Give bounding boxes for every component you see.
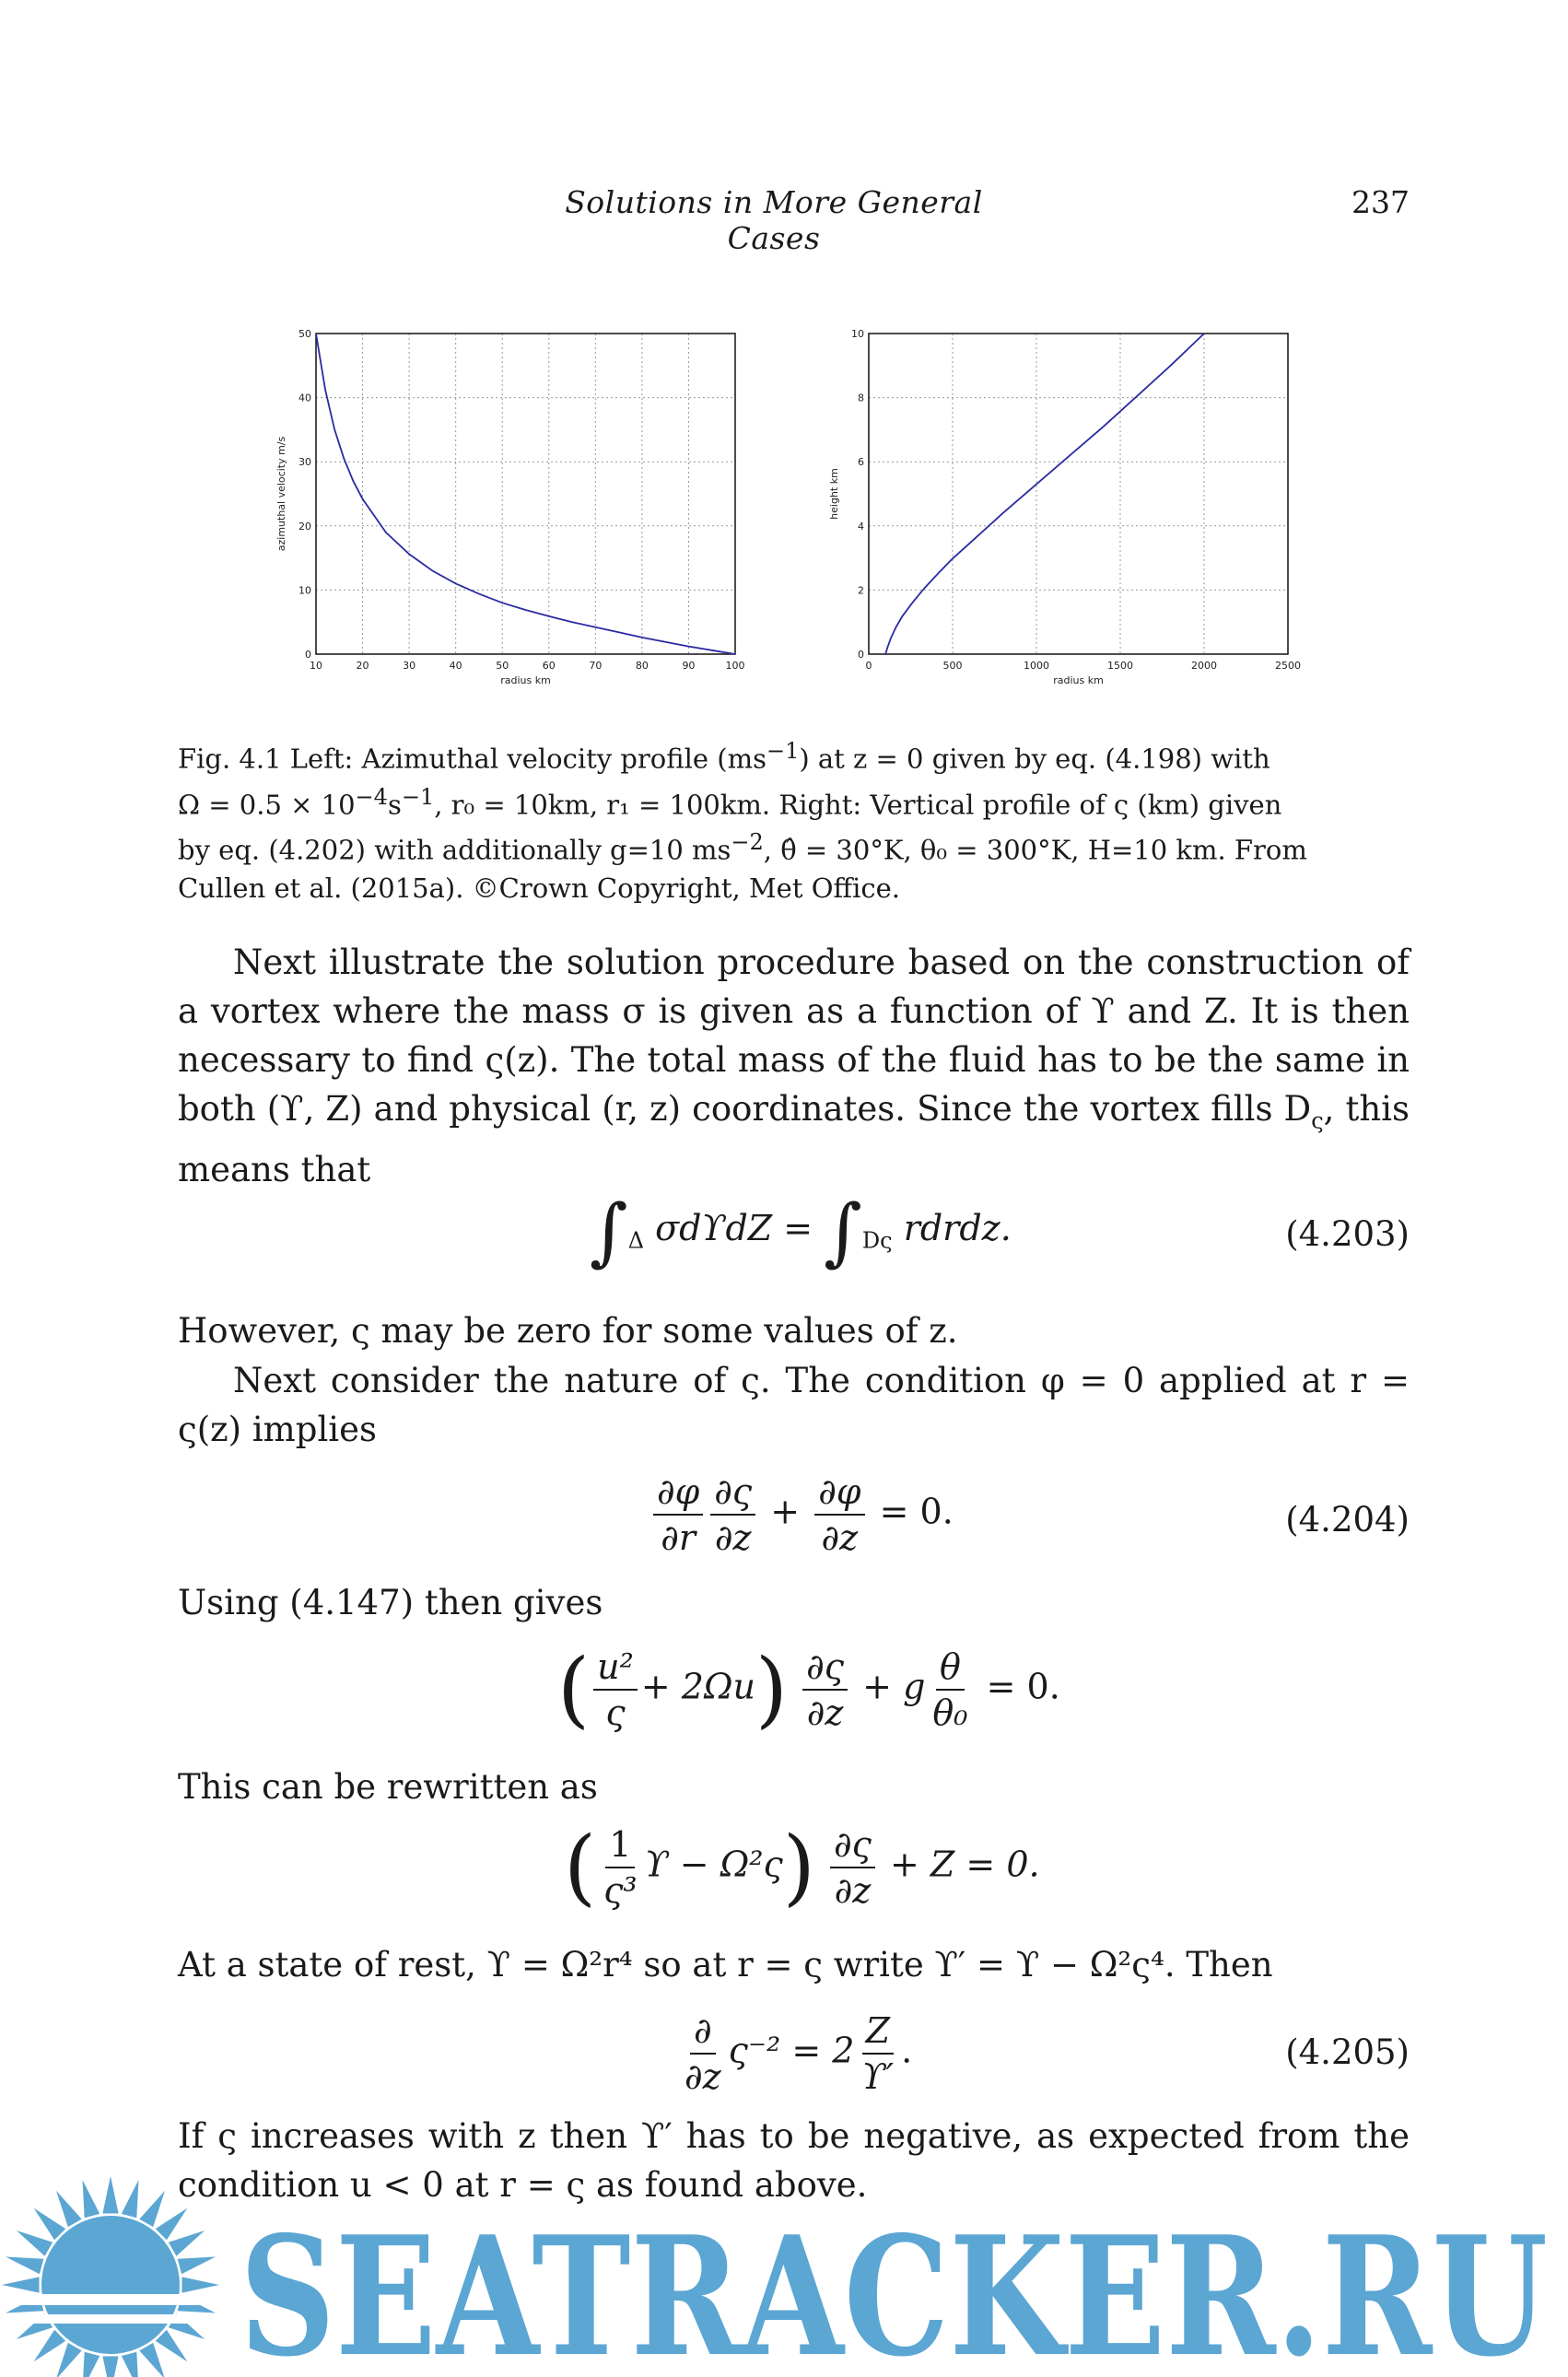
paragraph-3: Next consider the nature of ς. The condition φ = 0 applied at r = ς(z) implies — [178, 1361, 1410, 1449]
paragraph-1: Next illustrate the solution procedure based on the construction of a vortex where the mass σ is given as a function of ϒ and Z. It is then necessary to find ς(z). The total mass of the fluid has to be the same in both (ϒ, Z) and physical (r, z) coordinates. Since the vortex fills $D_\varsigma$, this means that — [178, 943, 1410, 1190]
paragraph-7: If ς increases with z then ϒ′ has to be negative, as expected from the condition u < 0 at r = ς as found above. — [178, 2116, 1410, 2205]
sun-ray — [102, 2357, 118, 2377]
y-axis-label: azimuthal velocity m/s — [275, 436, 287, 552]
x-tick-label: 0 — [865, 660, 872, 672]
sun-ray — [56, 2343, 82, 2377]
plot-frame — [316, 334, 735, 654]
sun-ray — [34, 2330, 66, 2362]
y-tick-label: 2 — [858, 584, 864, 597]
plot-frame — [869, 334, 1288, 654]
x-tick-label: 2500 — [1275, 660, 1301, 672]
series-line — [316, 334, 735, 654]
y-tick-label: 30 — [298, 456, 311, 469]
paragraph-6: At a state of rest, ϒ = Ω²r⁴ so at r = ς write ϒ′ = ϒ − Ω²ς⁴. Then — [178, 1945, 1273, 1985]
x-tick-label: 2000 — [1191, 660, 1217, 672]
sun-ray — [182, 2277, 220, 2292]
sun-ray — [83, 2180, 100, 2218]
x-tick-label: 90 — [682, 660, 696, 672]
x-axis-label: radius km — [1053, 674, 1104, 686]
x-tick-label: 500 — [942, 660, 963, 672]
figure-caption: Fig. 4.1 Left: Azimuthal velocity profile $(ms^{-1})$ at z = 0 given by eq. (4.198) with $\Omega = 0.5 \times 10^{-4}s^{-1}$, r₀ = 10km, r₁ = 100km. Right: Vertical profile of ς (km) given by eq. (4.202) with additionally g=10 $ms^{-2}$, θ̂ = 30°K, θ₀ = 300°K, H=10 km. From Cullen et al. (2015a). ©Crown Copyright, Met Office. — [178, 738, 1307, 904]
x-tick-label: 40 — [449, 660, 462, 672]
sun-ray — [122, 2180, 139, 2218]
chart-right — [825, 322, 1304, 700]
equation-unnumbered-a: ( $\frac{\text{u²}}{\varsigma}$ + 2Ωu) $\frac{\partial\varsigma}{\partial z}$ + g $\frac{\theta}{\text{θ₀}}$ = 0. — [557, 1641, 1060, 1738]
y-tick-label: 20 — [298, 520, 311, 533]
y-tick-label: 10 — [298, 584, 311, 597]
y-tick-label: 40 — [298, 392, 311, 404]
x-axis-label: radius km — [500, 674, 551, 686]
sun-ray — [6, 2257, 43, 2275]
y-axis-label: height km — [828, 468, 840, 520]
y-tick-label: 0 — [305, 649, 311, 661]
x-tick-label: 100 — [725, 660, 745, 672]
paragraph-5: This can be rewritten as — [178, 1767, 598, 1807]
y-tick-label: 10 — [851, 328, 864, 340]
sun-ray — [139, 2343, 165, 2377]
sun-logo-icon — [0, 2176, 240, 2377]
sun-ray — [56, 2191, 82, 2227]
x-tick-label: 60 — [542, 660, 556, 672]
sun-ray — [102, 2176, 118, 2214]
sun-ray — [83, 2352, 100, 2377]
equation-number-4-203: (4.203) — [1285, 1214, 1410, 1254]
x-tick-label: 50 — [496, 660, 509, 672]
x-tick-label: 20 — [356, 660, 369, 672]
sun-ray — [17, 2231, 53, 2256]
figure-right-height — [825, 322, 1304, 704]
equation-4-205: $\frac{\partial}{\partial z}$ ς⁻² = 2 $\frac{Z}{ϒ'}$ . — [685, 2010, 913, 2097]
figure-left-velocity — [272, 322, 751, 704]
y-tick-label: 8 — [858, 392, 864, 404]
y-tick-label: 0 — [858, 649, 864, 661]
x-tick-label: 80 — [635, 660, 649, 672]
watermark — [0, 2147, 1568, 2377]
sun-ray — [2, 2277, 40, 2292]
y-tick-label: 4 — [858, 520, 864, 533]
paragraph-4: Using (4.147) then gives — [178, 1583, 603, 1622]
y-tick-label: 6 — [858, 456, 864, 469]
y-tick-label: 50 — [298, 328, 311, 340]
sun-ray — [156, 2208, 188, 2241]
sun-ray — [169, 2231, 205, 2256]
paragraph-2: However, ς may be zero for some values of z. — [178, 1311, 958, 1351]
series-line — [885, 334, 1204, 654]
x-tick-label: 1000 — [1024, 660, 1049, 672]
watermark-text: SEATRACKER.RU — [240, 2200, 1548, 2377]
x-tick-label: 70 — [589, 660, 603, 672]
x-tick-label: 30 — [403, 660, 416, 672]
sun-ray — [122, 2352, 139, 2377]
equation-number-4-205: (4.205) — [1285, 2032, 1410, 2072]
x-tick-label: 1500 — [1107, 660, 1133, 672]
sun-ray — [34, 2208, 66, 2241]
page-number: 237 — [1352, 184, 1410, 220]
sun-ray — [156, 2330, 188, 2362]
x-tick-label: 10 — [310, 660, 322, 672]
sun-ray — [178, 2257, 216, 2275]
chart-left — [272, 322, 751, 700]
equation-number-4-204: (4.204) — [1285, 1500, 1410, 1540]
equation-4-203: $\int_\Delta$ $\sigma dϒdZ = \int_{D\varsigma}$ rdrdz. — [590, 1188, 1012, 1274]
sun-ray — [139, 2191, 165, 2227]
running-header: Solutions in More General Cases — [565, 184, 983, 256]
equation-4-204: $\frac{\partial\varphi}{\partial r}$ $\frac{\partial\varsigma}{\partial z}$ + $\frac{\partial\varphi}{\partial z}$ = 0. — [649, 1470, 954, 1560]
equation-unnumbered-b: ( $\frac{1}{\text{ς³}}$ ϒ − Ω²ς) $\frac{\partial\varsigma}{\partial z}$ + Z = 0. — [564, 1819, 1040, 1915]
